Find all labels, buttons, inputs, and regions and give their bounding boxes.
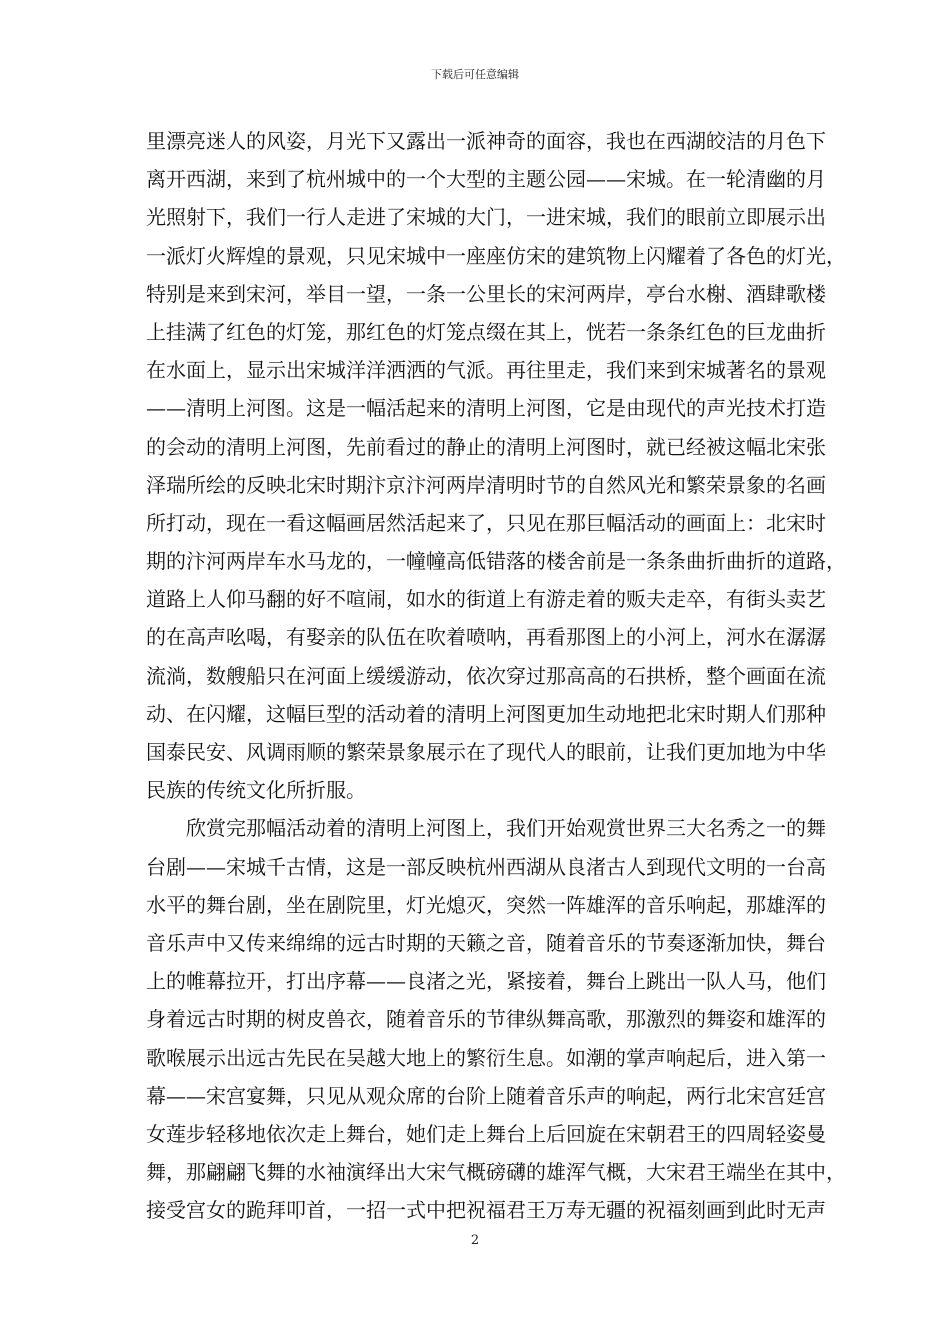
text-line: 道路上人仰马翻的好不喧闹，如水的街道上有游走着的贩夫走卒，有街头卖艺	[146, 587, 826, 612]
text-line: 上挂满了红色的灯笼，那红色的灯笼点缀在其上，恍若一条条红色的巨龙曲折	[146, 319, 826, 344]
text-line: 国泰民安、风调雨顺的繁荣景象展示在了现代人的眼前，让我们更加地为中华	[146, 740, 826, 764]
text-line: 所打动，现在一看这幅画居然活起来了，只见在那巨幅活动的画面上：北宋时	[146, 510, 826, 535]
page-header: 下载后可任意编辑	[431, 68, 519, 81]
text-line: 台剧——宋城千古情，这是一部反映杭州西湖从良渚古人到现代文明的一台高	[146, 854, 826, 879]
text-line: 动、在闪耀，这幅巨型的活动着的清明上河图更加生动地把北宋时期人们那种	[146, 701, 826, 726]
page-number: 2	[470, 1233, 480, 1248]
text-line: 一派灯火辉煌的景观，只见宋城中一座座仿宋的建筑物上闪耀着了各色的灯光，	[146, 243, 846, 268]
text-line: 流淌，数艘船只在河面上缓缓游动，依次穿过那高高的石拱桥，整个画面在流	[146, 663, 826, 688]
text-line: 特别是来到宋河，举目一望，一条一公里长的宋河两岸，亭台水榭、酒肆歌楼	[146, 281, 826, 306]
document-body	[146, 122, 846, 1229]
text-line: 离开西湖，来到了杭州城中的一个大型的主题公园——宋城。在一轮清幽的月	[146, 167, 826, 192]
text-line: 歌喉展示出远古先民在吴越大地上的繁衍生息。如潮的掌声响起后，进入第一	[146, 1045, 826, 1070]
text-line: 上的帷幕拉开，打出序幕——良渚之光，紧接着，舞台上跳出一队人马，他们	[146, 969, 826, 994]
text-line: 的在高声吆喝，有娶亲的队伍在吹着喷呐，再看那图上的小河上，河水在潺潺	[146, 625, 826, 650]
text-line: 民族的传统文化所折服。	[146, 778, 366, 803]
text-line: 里漂亮迷人的风姿，月光下又露出一派神奇的面容，我也在西湖皎洁的月色下	[146, 129, 826, 153]
text-line: 的会动的清明上河图，先前看过的静止的清明上河图时，就已经被这幅北宋张	[146, 434, 826, 459]
paragraph-first-line: 欣赏完那幅活动着的清明上河图上，我们开始观赏世界三大名秀之一的舞	[186, 816, 826, 841]
text-line: 期的汴河两岸车水马龙的，一幢幢高低错落的楼舍前是一条条曲折曲折的道路，	[146, 549, 846, 574]
text-line: 接受宫女的跪拜叩首，一招一式中把祝福君王万寿无疆的祝福刻画到此时无声	[146, 1198, 826, 1223]
text-line: 泽瑞所绘的反映北宋时期汴京汴河两岸清明时节的自然风光和繁荣景象的名画	[146, 472, 826, 497]
text-line: 幕——宋宫宴舞，只见从观众席的台阶上随着音乐声的响起，两行北宋宫廷宫	[146, 1083, 826, 1108]
text-line: 在水面上，显示出宋城洋洋洒洒的气派。再往里走，我们来到宋城著名的景观	[146, 358, 826, 383]
text-line: 音乐声中又传来绵绵的远古时期的天籁之音，随着音乐的节奏逐渐加快，舞台	[146, 930, 826, 955]
text-line: 光照射下，我们一行人走进了宋城的大门，一进宋城，我们的眼前立即展示出	[146, 205, 826, 230]
text-line: 舞，那翩翩飞舞的水袖演绎出大宋气概磅礴的雄浑气概，大宋君王端坐在其中，	[146, 1160, 846, 1185]
text-line: ——清明上河图。这是一幅活起来的清明上河图，它是由现代的声光技术打造	[146, 396, 826, 421]
text-line: 身着远古时期的树皮兽衣，随着音乐的节律纵舞高歌，那激烈的舞姿和雄浑的	[146, 1007, 826, 1032]
text-line: 女莲步轻移地依次走上舞台，她们走上舞台上后回旋在宋朝君王的四周轻姿曼	[146, 1121, 826, 1146]
text-line: 水平的舞台剧，坐在剧院里，灯光熄灭，突然一阵雄浑的音乐响起，那雄浑的	[146, 892, 826, 917]
